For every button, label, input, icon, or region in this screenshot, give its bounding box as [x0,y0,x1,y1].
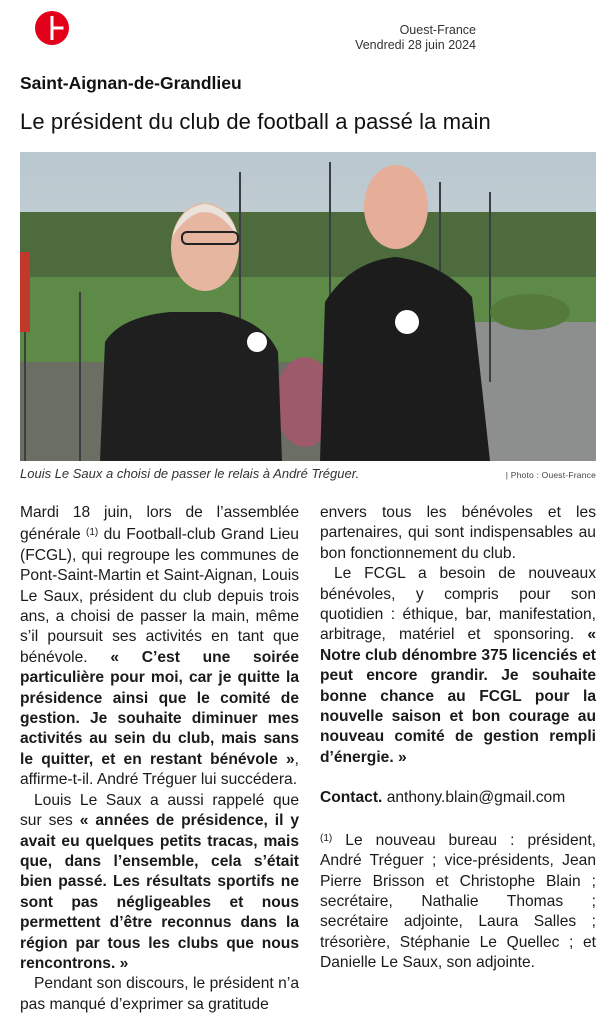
photo-caption: Louis Le Saux a choisi de passer le relais à André Tréguer. [20,466,360,481]
contact-line [320,788,596,808]
paragraph-1-text-a: Mardi 18 juin, lors de l’assemblée générale [20,504,299,544]
publication-info [355,23,476,53]
footnote [320,829,596,974]
publication-name: Ouest-France [399,23,476,37]
paragraph-4 [320,564,596,768]
spacer [320,768,596,788]
article-photo [20,152,596,461]
ouest-france-logo [35,11,69,45]
footnote-text: Le nouveau bureau : président, André Tréguer ; vice-présidents, Jean Pierre Brisson et Christophe Blain ; secrétaire, Nathalie Thomas ; secrétaire adjointe, Laura Salles ; trésorière, Stéphanie Le Quellec ; et Danielle Le Saux, son adjointe. [320,831,596,972]
paragraph-2 [20,791,299,975]
paragraph-1-text-c: , affirme-t-il. André Tréguer lui succédera. [20,750,299,789]
footnote-reference: (1) [86,527,99,539]
paragraph-2-quote: « années de présidence, il y avait eu quelques petits tracas, mais que, dans l’ensemble, cela s’était bien passé. Les résultats sportifs ne sont pas négligeables et nous permettent d’être reconnus dans la région par tous les clubs que nous rencontrons. » [20,812,299,972]
publication-date: Vendredi 28 juin 2024 [355,38,476,52]
paragraph-2-text: Louis Le Saux a aussi rappelé que sur ses [20,791,299,830]
paragraph-3: Pendant son discours, le président n’a pas manqué d’exprimer sa gratitude [20,975,299,1013]
spacer [320,809,596,829]
article-headline: Le président du club de football a passé la main [20,109,491,134]
paragraph-4-quote: « Notre club dénombre 375 licenciés et peut encore grandir. Je souhaite bonne chance au FCGL pour la nouvelle saison et bon courage au nouveau comité de gestion rempli d’énergie. » [320,626,596,766]
footnote-mark: (1) [320,832,333,844]
photo-credit: | Photo : Ouest-France [505,470,596,480]
paragraph-4-text: Le FCGL a besoin de nouveaux bénévoles, y compris pour son quotidien : éthique, bar, manifestation, arbitrage, matériel et sponsoring. [320,565,596,644]
article-column-right [320,503,596,974]
paragraph-3-continued: envers tous les bénévoles et les partenaires, qui sont indispensables au bon fonctionnement du club. [320,504,596,562]
contact-label: Contact. [320,789,383,807]
article-column-left [20,503,299,1015]
contact-email: anthony.blain@gmail.com [382,789,566,807]
paragraph-1 [20,503,299,791]
paragraph-1-text-b: du Football-club Grand Lieu (FCGL), qui regroupe les communes de Pont-Saint-Martin et Saint-Aignan, Louis Le Saux, président du club depuis trois ans, a choisi de passer la main, même s’il poursuit ses activités en tant que bénévole. [20,526,299,666]
paragraph-1-quote: « C’est une soirée particulière pour moi, car je quitte la présidence ainsi que le comité de gestion. Je souhaite diminuer mes activités au sein du club, mais sans le quitter, et en restant bénévole » [20,648,299,768]
locality-heading: Saint-Aignan-de-Grandlieu [20,73,242,93]
